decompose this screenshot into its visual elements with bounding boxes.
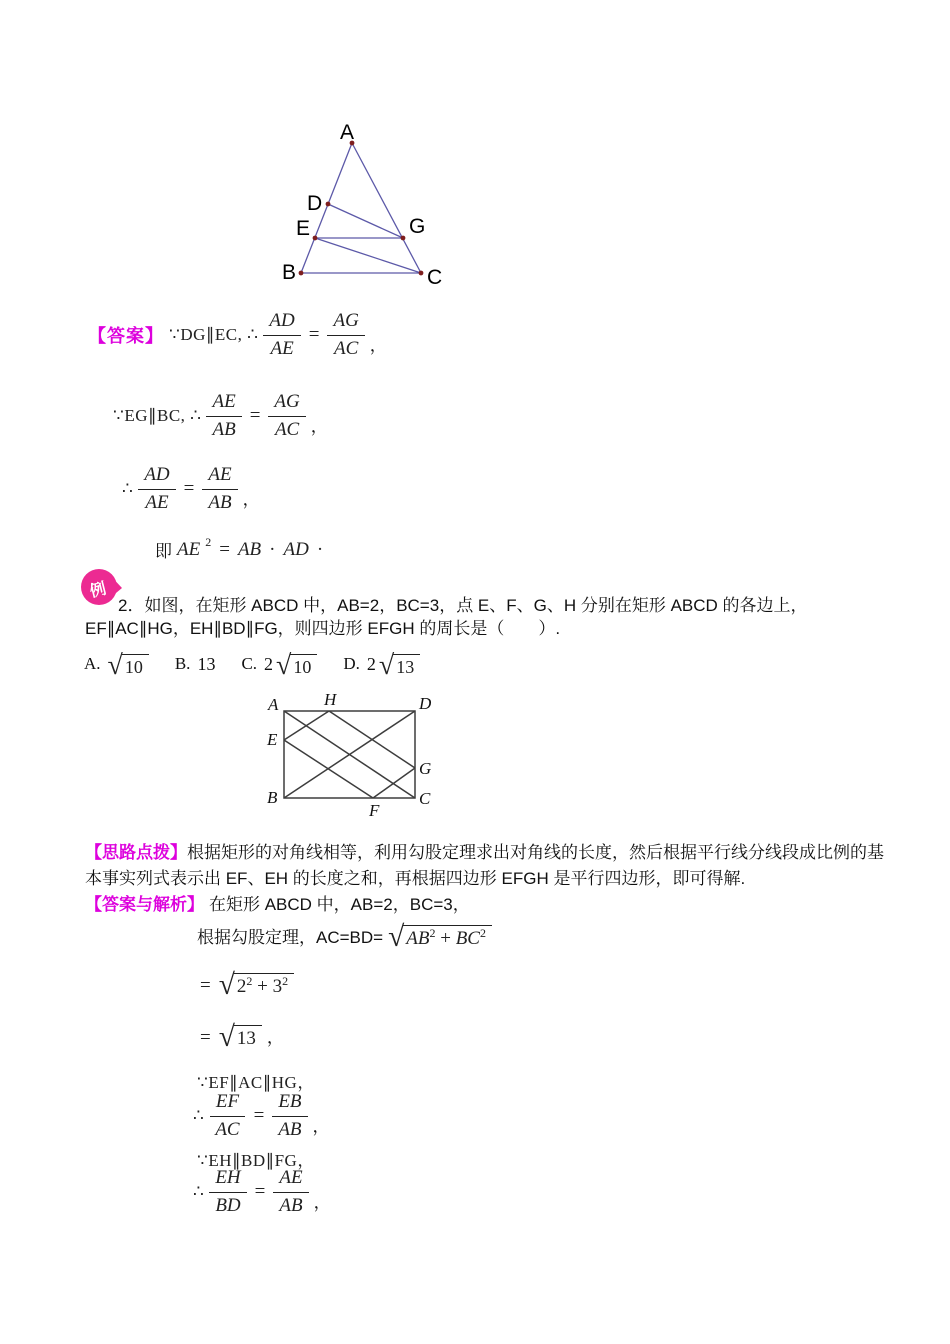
rect-label-B: B: [267, 788, 278, 807]
fraction-EB-AB: $\frac{EB}{AB}$: [272, 1090, 307, 1142]
equals-sign: =: [253, 1104, 265, 1126]
answer-section-label: 【答案】: [88, 325, 164, 346]
option-a-key: A.: [84, 654, 101, 673]
sqrt-2sq-3sq: √ $2^2 + 3^2$: [219, 973, 294, 998]
vertex-label-E: E: [296, 217, 311, 240]
multiplication-dot: ·: [269, 538, 276, 560]
solution-line-3: [197, 1023, 284, 1053]
comma: ，: [242, 489, 260, 509]
radical-sign: √: [276, 649, 292, 681]
comma: ，: [313, 1192, 331, 1212]
option-b-key: B.: [174, 654, 191, 673]
equals-sign: =: [249, 404, 261, 426]
fraction-AD-AE: $\frac{AD}{AE}$: [263, 309, 300, 361]
fraction-EF-AC: $\frac{EF}{AC}$: [209, 1090, 245, 1142]
pythagoras-text: 根据勾股定理，AC=BD=: [197, 928, 384, 948]
options-row: [84, 646, 446, 682]
hints-paragraph: [85, 840, 891, 892]
option-c-key: C.: [241, 654, 258, 673]
fraction-AE-AB: $\frac{AE}{AB}$: [202, 463, 237, 515]
fraction-AG-AC: $\frac{AG}{AC}$: [268, 390, 305, 442]
ji-text: 即: [155, 542, 172, 561]
option-d-key: D.: [343, 654, 360, 673]
radical-sign: √: [218, 1021, 235, 1054]
radical-sign: √: [378, 649, 395, 681]
answer-line-4: [155, 537, 326, 562]
equals-sign: =: [200, 1027, 211, 1048]
sqrt-AB2-BC2: √ $AB^2 + BC^2$: [388, 925, 492, 950]
solution-intro-line: [85, 890, 470, 915]
therefore-sign: ∴: [193, 1105, 205, 1125]
fraction-AE-AB: $\frac{AE}{AB}$: [206, 390, 241, 442]
option-c-coef: 2: [264, 653, 274, 674]
option-d-radical: √ 13: [379, 654, 420, 678]
period-dot: ·: [316, 538, 324, 560]
rect-label-E: E: [267, 730, 278, 749]
equals-sign: =: [183, 477, 195, 499]
badge-text: 例: [88, 580, 108, 601]
option-c-radical: √ 10: [276, 654, 317, 678]
therefore-sign: ∴: [122, 478, 134, 498]
answer-line-2: [113, 390, 328, 442]
equals-sign: =: [254, 1180, 266, 1202]
option-a: [84, 649, 149, 681]
equals-sign: =: [308, 323, 320, 345]
equals-sign: =: [219, 538, 230, 560]
vertex-label-B: B: [282, 261, 297, 284]
hints-text: 根据矩形的对角线相等，利用勾股定理求出对角线的长度，然后根据平行线分线段成比例的基本事实列式表示出 EF、EH 的长度之和，再根据四边形 EFGH 是平行四边形，即可得解.: [85, 843, 884, 888]
sqrt-13: √ 13: [219, 1025, 262, 1050]
radical-sign: √: [107, 649, 123, 681]
vertex-label-G: G: [409, 215, 426, 238]
comma: ，: [310, 416, 328, 436]
option-b: [175, 654, 216, 675]
rect-label-G: G: [419, 759, 432, 778]
solution-line-7: [193, 1166, 331, 1218]
rect-label-F: F: [369, 801, 380, 820]
comma: ，: [312, 1116, 330, 1136]
radical-sign: √: [388, 921, 405, 953]
parallel-statement-EH: ∵EH∥BD∥FG，: [197, 1151, 315, 1170]
term-AB: AB: [237, 538, 262, 560]
option-d: [343, 649, 420, 681]
hints-label: 【思路点拨】: [85, 843, 187, 862]
therefore-sign: ∴: [193, 1181, 205, 1201]
answer-line-2-premise: ∵EG∥BC, ∴: [113, 405, 202, 425]
solution-line-2: [197, 969, 294, 1001]
fraction-EH-BD: $\frac{EH}{BD}$: [209, 1166, 246, 1218]
option-b-value: 13: [197, 653, 216, 674]
rect-label-H: H: [324, 690, 337, 709]
rect-label-C: C: [419, 789, 431, 808]
term-AE: AE: [177, 538, 201, 560]
vertex-label-D: D: [307, 192, 323, 215]
fraction-AD-AE: $\frac{AD}{AE}$: [138, 463, 175, 515]
solution-intro: 在矩形 ABCD 中，AB=2，BC=3，: [209, 895, 470, 914]
term-AD: AD: [283, 538, 309, 560]
problem-statement: 2．如图，在矩形 ABCD 中，AB=2，BC=3，点 E、F、G、H 分别在矩形 ABCD 的各边上，EF∥AC∥HG，EH∥BD∥FG，则四边形 EFGH 的周长是（ ）.: [85, 596, 808, 638]
answer-line-1-premise: ∵DG∥EC, ∴: [169, 324, 259, 344]
option-d-coef: 2: [366, 653, 376, 674]
superscript-2: 2: [205, 535, 212, 549]
vertex-label-A: A: [340, 121, 355, 144]
solution-label: 【答案与解析】: [85, 895, 204, 914]
vertex-label-C: C: [427, 266, 443, 289]
parallel-statement-EF: ∵EF∥AC∥HG，: [197, 1073, 315, 1092]
solution-line-1: [197, 921, 492, 953]
rectangle-lines: [284, 711, 415, 798]
solution-line-5: [193, 1090, 330, 1142]
triangle-diagram: [278, 116, 454, 300]
rectangle-diagram: [262, 690, 454, 822]
comma: ，: [266, 1028, 284, 1047]
rect-label-D: D: [419, 694, 432, 713]
comma: ，: [369, 335, 387, 355]
option-c: [241, 649, 317, 681]
fraction-AG-AC: $\frac{AG}{AC}$: [327, 309, 364, 361]
answer-line-1: [88, 309, 387, 361]
option-a-radical: √ 10: [108, 654, 149, 678]
equals-sign: =: [200, 974, 211, 996]
rect-label-A: A: [268, 695, 279, 714]
fraction-AE-AB: $\frac{AE}{AB}$: [273, 1166, 308, 1218]
radical-sign: √: [218, 969, 235, 1001]
answer-line-3: [122, 463, 260, 515]
